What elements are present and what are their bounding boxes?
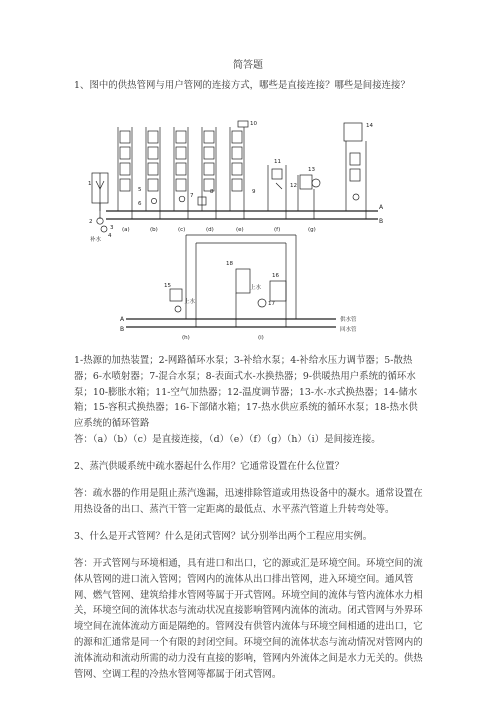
label-n15: 15 <box>164 283 171 289</box>
user-lower-right <box>236 235 296 327</box>
label-n13: 13 <box>308 167 315 173</box>
label-a: (a) <box>122 227 130 233</box>
user-b <box>146 127 160 219</box>
label-d: (d) <box>206 227 214 233</box>
user-e <box>230 121 248 219</box>
label-hot-water-1: 上水 <box>184 299 196 305</box>
figure-legend: 1-热源的加热装置；2-网路循环水泵；3-补给水泵；4-补给水压力调节器；5-散热器；6-水喷射器；7-混合水泵；8-表面式水-水换热器；9-供暖热用户系统的循环水泵；10-膨胀水箱；11-空气加热器；12-温度调节器；13-水-水式换热器；14-储水箱；15-容积式换热器；16-下部储水箱；17-热水供应系统的循环水泵；18-热水供应系统的循环管路 <box>74 355 418 430</box>
label-n4: 4 <box>108 233 112 239</box>
label-supply: 供水管 <box>340 317 357 323</box>
label-n1: 1 <box>88 181 92 187</box>
user-g <box>298 175 320 219</box>
label-g: (g) <box>308 227 316 233</box>
label-B-top: B <box>379 218 384 225</box>
label-n18: 18 <box>226 261 233 267</box>
user-c <box>174 127 188 219</box>
question-2: 2、蒸汽供暖系统中疏水器起什么作用？它通常设置在什么位置？ <box>74 461 344 472</box>
label-A-bottom: A <box>120 316 125 323</box>
label-n17: 17 <box>268 301 275 307</box>
answer-1: 答：（a）（b）（c）是直接连接，（d）（e）（f）（g）（h）（i）是间接连接。 <box>74 434 381 445</box>
label-n12: 12 <box>290 183 297 189</box>
question-3: 3、什么是开式管网？什么是闭式管网？试分别举出两个工程应用实例。 <box>74 531 373 542</box>
user-h <box>344 123 366 219</box>
label-n10: 10 <box>250 121 257 127</box>
label-n2: 2 <box>89 219 93 225</box>
label-B-bottom: B <box>120 326 125 333</box>
label-f: (f) <box>274 227 281 233</box>
answer-3: 答：开式管网与环境相通，具有进口和出口，它的源或汇是环境空间。环境空间的流体从管网的进口流入管网；管网内的流体从出口排出管网，进入环境空间。通风管网、燃气管网、建筑给排水管网等属于开式管网。环境空间的流体与管内流体水力相关，环境空间的流体状态与流动状况直接影响管网内流体的流动。闭式管网与外界环境空间在流体流动方面是隔绝的。管网没有供管内流体与环境空间相通的进出口，它的源和汇通常是同一个有限的封闭空间。环境空间的流体状态与流动情况对管网内的流体流动和流动所需的动力没有直接的影响，管网内外流体之间是水力无关的。供热管网、空调工程的冷热水管网等都属于闭式管网。 <box>74 558 423 680</box>
pump-3 <box>101 226 107 232</box>
label-n9: 9 <box>252 189 256 195</box>
heating-network-diagram <box>86 113 386 345</box>
label-n11: 11 <box>274 159 281 165</box>
label-i: (i) <box>258 335 264 341</box>
user-d <box>198 127 216 219</box>
label-hot-water-2: 上水 <box>250 285 262 291</box>
label-makeup: 补水 <box>90 237 102 243</box>
label-n7: 7 <box>190 193 194 199</box>
answer-2: 答：疏水器的作用是阻止蒸汽逸漏，迅速排除管道或用热设备中的凝水。通常设置在用热设备的出口、蒸汽干管一定距离的最低点、水平蒸汽管道上升转弯处等。 <box>74 488 423 515</box>
label-return: 回水管 <box>340 327 357 333</box>
label-c: (c) <box>178 227 186 233</box>
label-n3: 3 <box>110 225 114 231</box>
label-h: (h) <box>182 335 190 341</box>
label-A-top: A <box>379 204 384 211</box>
label-n5: 5 <box>138 187 142 193</box>
label-b: (b) <box>150 227 158 233</box>
user-a <box>118 127 132 219</box>
page-title: 简答题 <box>233 60 263 71</box>
label-n14: 14 <box>366 123 373 129</box>
label-n8: 8 <box>210 189 214 195</box>
label-n6: 6 <box>138 201 142 207</box>
label-n16: 16 <box>272 273 279 279</box>
question-1: 1、图中的供热管网与用户管网的连接方式，哪些是直接连接？哪些是间接连接？ <box>74 80 410 91</box>
label-e: (e) <box>236 227 244 233</box>
